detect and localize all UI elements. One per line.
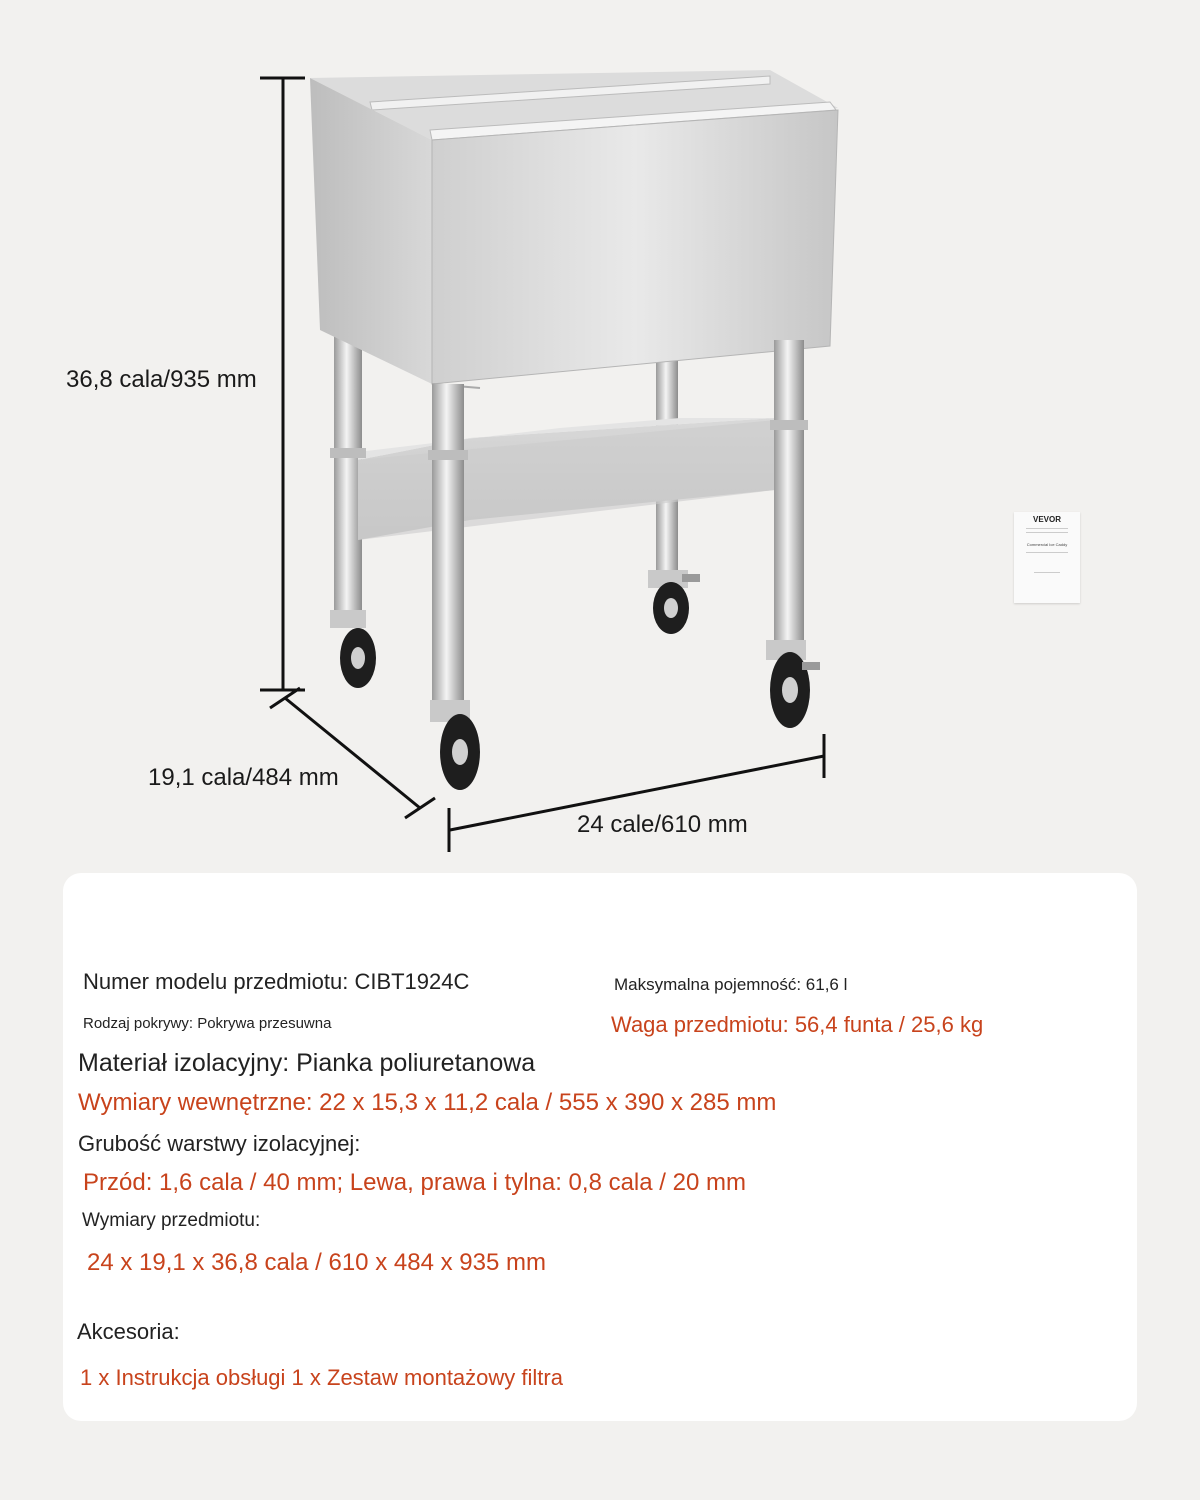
spec-insulation-material: Materiał izolacyjny: Pianka poliuretanowa <box>78 1049 536 1077</box>
manual-divider <box>1026 552 1068 553</box>
spec-inner-dimensions: Wymiary wewnętrzne: 22 x 15,3 x 11,2 cala / 555 x 390 x 285 mm <box>78 1089 777 1116</box>
height-label: 36,8 cala/935 mm <box>66 366 257 393</box>
spec-item-dimensions-value: 24 x 19,1 x 36,8 cala / 610 x 484 x 935 mm <box>87 1249 546 1276</box>
spec-accessories-label: Akcesoria: <box>77 1319 180 1344</box>
width-label: 24 cale/610 mm <box>577 811 748 838</box>
manual-divider <box>1034 572 1060 573</box>
manual-divider <box>1026 528 1068 529</box>
spec-lid-type: Rodzaj pokrywy: Pokrywa przesuwna <box>83 1015 332 1032</box>
height-dimension-line <box>260 78 305 690</box>
spec-weight: Waga przedmiotu: 56,4 funta / 25,6 kg <box>611 1012 984 1037</box>
manual-brand: VEVOR <box>1032 515 1061 524</box>
manual-title: Commercial Ice Caddy <box>1026 542 1068 547</box>
lower-shelf <box>358 418 775 540</box>
spec-capacity: Maksymalna pojemność: 61,6 l <box>614 975 848 994</box>
depth-dimension-line <box>270 688 435 818</box>
spec-insulation-thickness-label: Grubość warstwy izolacyjnej: <box>78 1131 361 1156</box>
manual-divider <box>1026 532 1068 533</box>
casters <box>330 570 820 790</box>
spec-model: Numer modelu przedmiotu: CIBT1924C <box>83 969 470 994</box>
spec-card <box>63 873 1137 1421</box>
spec-accessories-value: 1 x Instrukcja obsługi 1 x Zestaw montażowy filtra <box>80 1365 563 1390</box>
depth-label: 19,1 cala/484 mm <box>148 764 339 791</box>
user-manual-image <box>1014 512 1080 603</box>
insulated-bin <box>310 70 838 388</box>
spec-insulation-thickness-value: Przód: 1,6 cala / 40 mm; Lewa, prawa i tylna: 0,8 cala / 20 mm <box>83 1169 746 1196</box>
spec-item-dimensions-label: Wymiary przedmiotu: <box>82 1210 261 1231</box>
